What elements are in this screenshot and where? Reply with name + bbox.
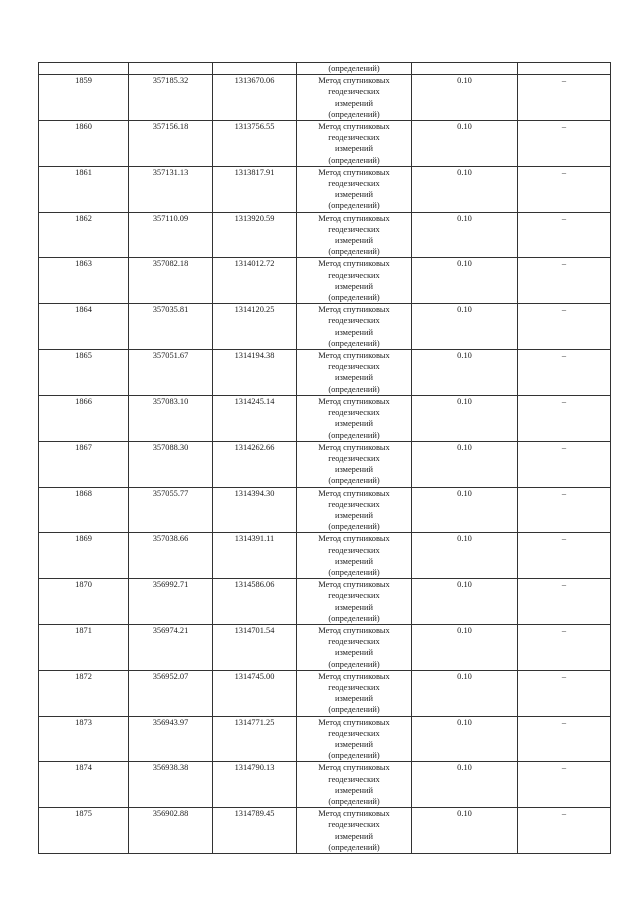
point-number-cell: 1859 (39, 75, 129, 121)
method-line-text: измерений (334, 236, 374, 246)
accuracy-cell: 0.10 (412, 670, 518, 716)
method-line-text: геодезических (328, 316, 380, 326)
method-line-text: Метод спутниковых (318, 488, 390, 498)
table-row (39, 441, 611, 487)
method-line-text: Метод спутниковых (318, 259, 390, 269)
method-line-text: измерений (334, 648, 374, 658)
x-coordinate-cell: 357038.66 (129, 533, 213, 579)
note-cell: – (518, 808, 611, 854)
method-line-text: Метод спутниковых (318, 305, 390, 315)
x-coordinate-cell: 357110.09 (129, 212, 213, 258)
y-coordinate-cell: 1314194.38 (213, 350, 297, 396)
method-line-text: Метод спутниковых (318, 809, 390, 819)
x-coordinate-cell: 356974.21 (129, 624, 213, 670)
method-line-text: Метод спутниковых (318, 351, 390, 361)
method-cell (297, 670, 412, 716)
method-cell (297, 212, 412, 258)
method-cell (297, 304, 412, 350)
method-cell (297, 395, 412, 441)
note-cell: – (518, 395, 611, 441)
accuracy-cell: 0.10 (412, 350, 518, 396)
accuracy-cell: 0.10 (412, 533, 518, 579)
note-cell: – (518, 121, 611, 167)
coordinates-table-body (39, 63, 611, 854)
table-row (39, 487, 611, 533)
method-cell (297, 350, 412, 396)
x-coordinate-cell: 357082.18 (129, 258, 213, 304)
method-line-text: измерений (334, 190, 374, 200)
method-line-text: геодезических (328, 545, 380, 555)
accuracy-cell: 0.10 (412, 395, 518, 441)
method-line-text: геодезических (328, 453, 380, 463)
point-number-cell: 1861 (39, 166, 129, 212)
accuracy-cell: 0.10 (412, 624, 518, 670)
method-line-text: Метод спутниковых (318, 122, 390, 132)
x-coordinate-cell: 356952.07 (129, 670, 213, 716)
x-coordinate-cell: 357051.67 (129, 350, 213, 396)
accuracy-cell: 0.10 (412, 212, 518, 258)
table-row (39, 166, 611, 212)
note-cell: – (518, 75, 611, 121)
method-line-text: геодезических (328, 637, 380, 647)
method-cell (297, 166, 412, 212)
method-line-text: геодезических (328, 499, 380, 509)
method-line-text: геодезических (328, 774, 380, 784)
method-line-text: (определений) (328, 201, 380, 211)
y-coordinate-cell: 1314394.30 (213, 487, 297, 533)
method-tail-text: (определений) (328, 64, 380, 73)
method-line-text: Метод спутниковых (318, 167, 390, 177)
method-line-text: Метод спутниковых (318, 580, 390, 590)
accuracy-cell: 0.10 (412, 75, 518, 121)
x-coordinate-cell: 357035.81 (129, 304, 213, 350)
point-number-cell: 1875 (39, 808, 129, 854)
method-line-text: измерений (334, 739, 374, 749)
method-line-text: Метод спутниковых (318, 763, 390, 773)
x-coordinate-cell: 357185.32 (129, 75, 213, 121)
method-line-text: (определений) (328, 109, 380, 119)
accuracy-cell: 0.10 (412, 304, 518, 350)
table-row (39, 395, 611, 441)
method-cell (297, 441, 412, 487)
method-line-text: измерений (334, 465, 374, 475)
table-row (39, 304, 611, 350)
method-line-text: Метод спутниковых (318, 671, 390, 681)
accuracy-cell: 0.10 (412, 716, 518, 762)
method-line-text: измерений (334, 327, 374, 337)
coordinates-table (38, 62, 611, 854)
note-cell: – (518, 212, 611, 258)
method-line-text: измерений (334, 556, 374, 566)
accuracy-cell: 0.10 (412, 166, 518, 212)
table-row (39, 808, 611, 854)
method-line-text: Метод спутниковых (318, 625, 390, 635)
method-line-text: (определений) (328, 338, 380, 348)
method-line-text: измерений (334, 281, 374, 291)
y-coordinate-cell: 1313817.91 (213, 166, 297, 212)
method-line-text: (определений) (328, 247, 380, 257)
y-coordinate-cell: 1314245.14 (213, 395, 297, 441)
point-number-cell: 1864 (39, 304, 129, 350)
accuracy-cell: 0.10 (412, 762, 518, 808)
continued-method-cell (297, 63, 412, 75)
point-number-cell: 1862 (39, 212, 129, 258)
method-cell (297, 808, 412, 854)
table-row (39, 716, 611, 762)
note-cell: – (518, 350, 611, 396)
method-line-text: (определений) (328, 613, 380, 623)
table-row (39, 533, 611, 579)
accuracy-cell: 0.10 (412, 121, 518, 167)
note-cell: – (518, 762, 611, 808)
table-row (39, 212, 611, 258)
accuracy-cell: 0.10 (412, 579, 518, 625)
method-cell (297, 75, 412, 121)
point-number-cell: 1866 (39, 395, 129, 441)
method-line-text: геодезических (328, 591, 380, 601)
method-cell (297, 487, 412, 533)
note-cell: – (518, 716, 611, 762)
table-row (39, 350, 611, 396)
method-line-text: геодезических (328, 362, 380, 372)
point-number-cell: 1873 (39, 716, 129, 762)
method-line-text: геодезических (328, 408, 380, 418)
method-line-text: геодезических (328, 270, 380, 280)
x-coordinate-cell: 357055.77 (129, 487, 213, 533)
note-cell: – (518, 579, 611, 625)
method-line-text: геодезических (328, 133, 380, 143)
method-line-text: геодезических (328, 179, 380, 189)
x-coordinate-cell: 357131.13 (129, 166, 213, 212)
method-line-text: Метод спутниковых (318, 396, 390, 406)
y-coordinate-cell: 1314391.11 (213, 533, 297, 579)
method-line-text: (определений) (328, 705, 380, 715)
method-line-text: геодезических (328, 682, 380, 692)
method-cell (297, 579, 412, 625)
method-line-text: Метод спутниковых (318, 534, 390, 544)
y-coordinate-cell: 1314701.54 (213, 624, 297, 670)
note-cell: – (518, 304, 611, 350)
continued-y-cell (213, 63, 297, 75)
method-line-text: геодезических (328, 728, 380, 738)
accuracy-cell: 0.10 (412, 487, 518, 533)
method-line-text: Метод спутниковых (318, 76, 390, 86)
table-row (39, 624, 611, 670)
point-number-cell: 1870 (39, 579, 129, 625)
point-number-cell: 1874 (39, 762, 129, 808)
method-line-text: (определений) (328, 430, 380, 440)
method-cell (297, 258, 412, 304)
method-line-text: геодезических (328, 87, 380, 97)
method-line-text: (определений) (328, 751, 380, 761)
x-coordinate-cell: 356902.88 (129, 808, 213, 854)
y-coordinate-cell: 1314262.66 (213, 441, 297, 487)
x-coordinate-cell: 356938.38 (129, 762, 213, 808)
note-cell: – (518, 487, 611, 533)
method-line-text: измерений (334, 144, 374, 154)
x-coordinate-cell: 356992.71 (129, 579, 213, 625)
y-coordinate-cell: 1313670.06 (213, 75, 297, 121)
method-line-text: (определений) (328, 659, 380, 669)
y-coordinate-cell: 1313920.59 (213, 212, 297, 258)
continued-note-cell (518, 63, 611, 75)
x-coordinate-cell: 357088.30 (129, 441, 213, 487)
point-number-cell: 1868 (39, 487, 129, 533)
method-line-text: измерений (334, 831, 374, 841)
method-line-text: измерений (334, 98, 374, 108)
method-cell (297, 121, 412, 167)
method-cell (297, 716, 412, 762)
table-row (39, 121, 611, 167)
point-number-cell: 1860 (39, 121, 129, 167)
continued-accuracy-cell (412, 63, 518, 75)
method-line-text: (определений) (328, 476, 380, 486)
method-line-text: измерений (334, 419, 374, 429)
x-coordinate-cell: 356943.97 (129, 716, 213, 762)
method-line-text: (определений) (328, 567, 380, 577)
continued-row (39, 63, 611, 75)
y-coordinate-cell: 1314790.13 (213, 762, 297, 808)
continued-point-cell (39, 63, 129, 75)
method-cell (297, 762, 412, 808)
method-line-text: геодезических (328, 820, 380, 830)
y-coordinate-cell: 1314745.00 (213, 670, 297, 716)
accuracy-cell: 0.10 (412, 441, 518, 487)
y-coordinate-cell: 1314586.06 (213, 579, 297, 625)
y-coordinate-cell: 1313756.55 (213, 121, 297, 167)
method-line-text: Метод спутниковых (318, 213, 390, 223)
note-cell: – (518, 441, 611, 487)
accuracy-cell: 0.10 (412, 258, 518, 304)
y-coordinate-cell: 1314012.72 (213, 258, 297, 304)
table-row (39, 579, 611, 625)
y-coordinate-cell: 1314120.25 (213, 304, 297, 350)
x-coordinate-cell: 357083.10 (129, 395, 213, 441)
point-number-cell: 1865 (39, 350, 129, 396)
note-cell: – (518, 533, 611, 579)
note-cell: – (518, 258, 611, 304)
accuracy-cell: 0.10 (412, 808, 518, 854)
method-line-text: измерений (334, 602, 374, 612)
method-line-text: измерений (334, 694, 374, 704)
method-line-text: геодезических (328, 224, 380, 234)
point-number-cell: 1869 (39, 533, 129, 579)
y-coordinate-cell: 1314771.25 (213, 716, 297, 762)
x-coordinate-cell: 357156.18 (129, 121, 213, 167)
note-cell: – (518, 624, 611, 670)
table-row (39, 670, 611, 716)
point-number-cell: 1863 (39, 258, 129, 304)
method-cell (297, 533, 412, 579)
method-line-text: (определений) (328, 384, 380, 394)
point-number-cell: 1867 (39, 441, 129, 487)
method-line-text: измерений (334, 373, 374, 383)
method-line-text: (определений) (328, 797, 380, 806)
note-cell: – (518, 670, 611, 716)
method-line-text: Метод спутниковых (318, 717, 390, 727)
method-line-text: Метод спутниковых (318, 442, 390, 452)
method-line-text: измерений (334, 510, 374, 520)
note-cell: – (518, 166, 611, 212)
y-coordinate-cell: 1314789.45 (213, 808, 297, 854)
method-line-text: измерений (334, 785, 374, 795)
point-number-cell: 1872 (39, 670, 129, 716)
table-row (39, 75, 611, 121)
method-line-text: (определений) (328, 293, 380, 303)
table-row (39, 258, 611, 304)
continued-x-cell (129, 63, 213, 75)
method-line-text: (определений) (328, 842, 380, 852)
method-cell (297, 624, 412, 670)
point-number-cell: 1871 (39, 624, 129, 670)
table-row (39, 762, 611, 808)
method-line-text: (определений) (328, 155, 380, 165)
method-line-text: (определений) (328, 522, 380, 532)
